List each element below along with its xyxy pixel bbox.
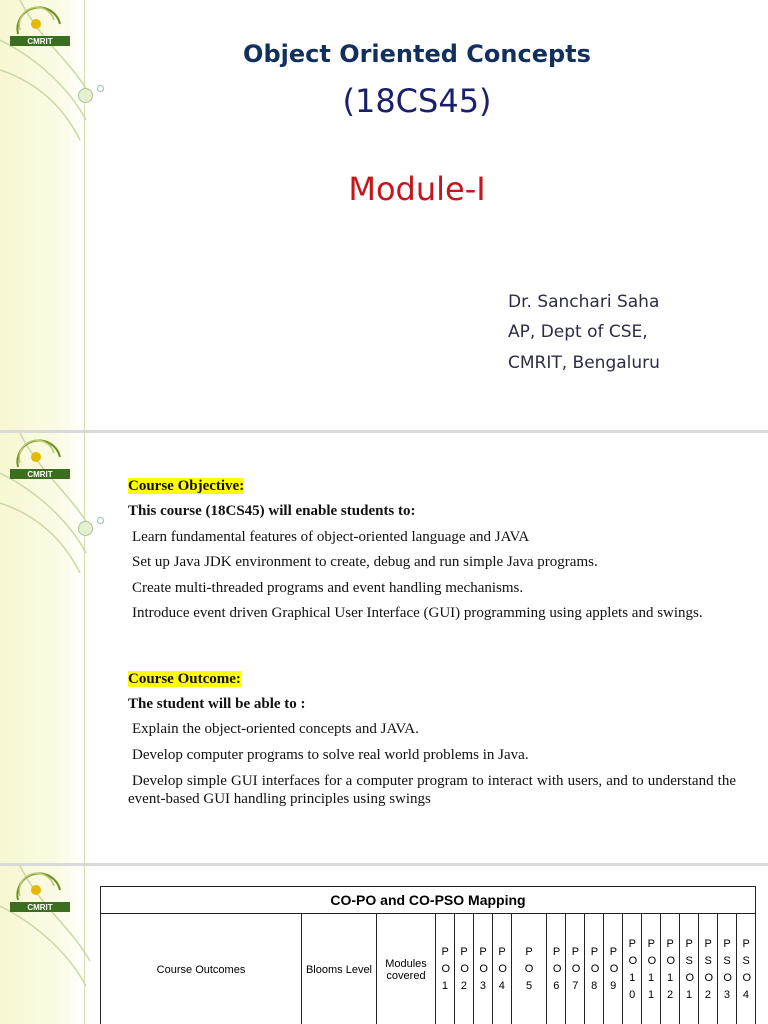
objective-item: Set up Java JDK environment to create, debug and run simple Java programs.: [132, 554, 598, 570]
objectives-slide: [0, 433, 768, 863]
author-designation: AP, Dept of CSE,: [508, 322, 648, 342]
header-po3: [473, 914, 492, 1024]
header-label: PSO2: [704, 937, 714, 1001]
module-title: Module-I: [348, 170, 486, 208]
header-label: PO4: [498, 946, 507, 992]
svg-text:CMRIT: CMRIT: [27, 903, 53, 912]
objective-intro: This course (18CS45) will enable students to:: [128, 503, 416, 519]
table-header-row: [101, 914, 756, 1024]
header-label: PO3: [479, 946, 488, 992]
objective-item: Learn fundamental features of object-oriented language and JAVA: [132, 529, 530, 545]
header-pso3: [717, 914, 736, 1024]
header-pso4: [736, 914, 755, 1024]
header-label: PO11: [647, 937, 657, 1001]
header-po10: [623, 914, 642, 1024]
header-label: PO8: [590, 946, 600, 992]
header-label: PO1: [441, 946, 451, 992]
svg-text:CMRIT: CMRIT: [27, 470, 53, 479]
objective-item: Create multi-threaded programs and event handling mechanisms.: [132, 580, 524, 596]
table-title: CO-PO and CO-PSO Mapping: [101, 887, 756, 914]
header-po5: [511, 914, 547, 1024]
author-institute: CMRIT, Bengaluru: [508, 353, 660, 373]
cmrit-logo: [6, 870, 74, 914]
header-course-outcomes: Course Outcomes: [101, 914, 302, 1024]
cmrit-logo: [6, 437, 74, 481]
author-name: Dr. Sanchari Saha: [508, 292, 660, 312]
header-po11: [642, 914, 661, 1024]
decorative-dot: [78, 521, 93, 536]
header-label: PO6: [552, 946, 562, 992]
header-pso2: [698, 914, 717, 1024]
course-title: Object Oriented Concepts: [243, 40, 591, 68]
header-label: PO12: [666, 937, 676, 1001]
header-po7: [566, 914, 585, 1024]
objective-item: Introduce event driven Graphical User Interface (GUI) programming using applets and swings.: [132, 605, 703, 621]
header-po8: [585, 914, 604, 1024]
outcome-item: Develop computer programs to solve real world problems in Java.: [132, 747, 529, 763]
header-pso1: [680, 914, 699, 1024]
header-blooms-level: Blooms Level: [302, 914, 377, 1024]
decorative-dot: [97, 517, 104, 524]
header-po2: [454, 914, 473, 1024]
header-label: PO9: [609, 946, 619, 992]
co-po-mapping-table: [100, 886, 756, 1024]
header-po12: [661, 914, 680, 1024]
outcome-heading: Course Outcome:: [128, 671, 241, 687]
outcome-item: Explain the object-oriented concepts and JAVA.: [132, 721, 419, 737]
header-label: PSO3: [723, 937, 732, 1001]
header-po1: [436, 914, 455, 1024]
mapping-slide: [0, 866, 768, 1024]
header-modules-covered: Modules covered: [377, 914, 436, 1024]
header-label: PO5: [524, 946, 534, 992]
header-po9: [604, 914, 623, 1024]
outcome-item: Develop simple GUI interfaces for a computer program to interact with users, and to understand the event-based GUI handling principles using swings: [128, 773, 736, 807]
outcome-intro: The student will be able to :: [128, 696, 306, 712]
header-label: PO2: [460, 946, 469, 992]
header-po6: [547, 914, 566, 1024]
title-slide: [0, 0, 768, 430]
header-label: PSO1: [685, 937, 695, 1001]
course-code: (18CS45): [342, 82, 492, 120]
header-label: PSO4: [742, 937, 751, 1001]
svg-text:CMRIT: CMRIT: [27, 37, 53, 46]
header-label: PO7: [571, 946, 581, 992]
objective-heading: Course Objective:: [128, 478, 245, 494]
header-label: PO10: [628, 937, 638, 1001]
header-po4: [492, 914, 511, 1024]
